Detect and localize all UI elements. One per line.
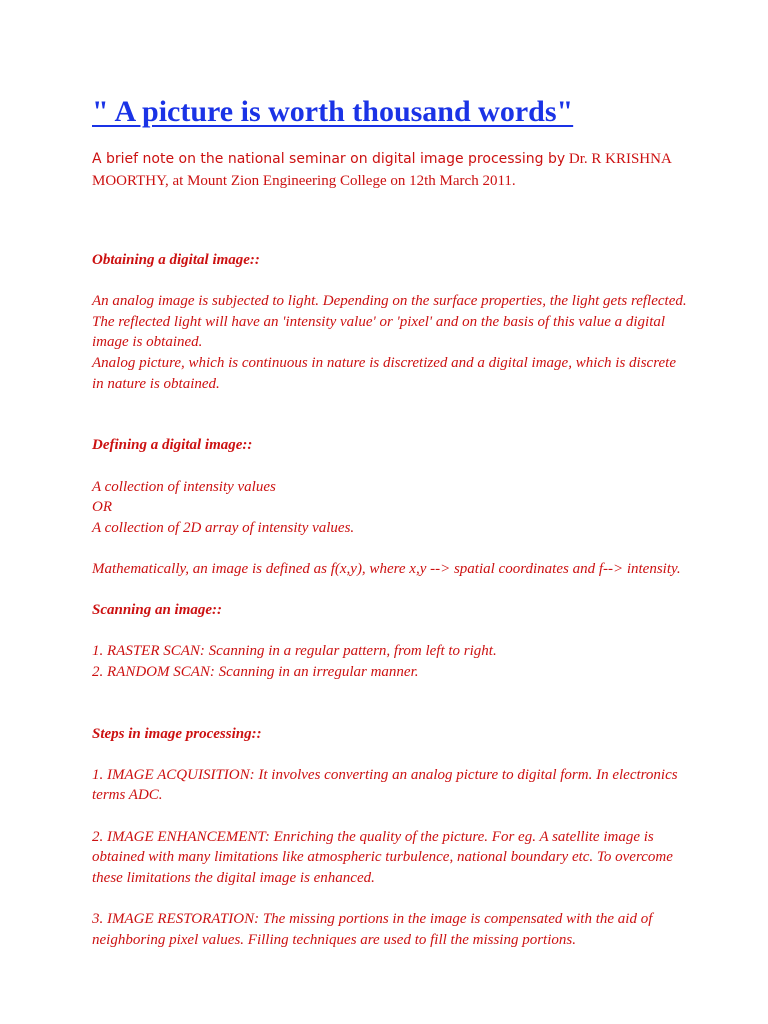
steps-item-1: 1. IMAGE ACQUISITION: It involves converting an analog picture to digital form. In electronics terms ADC. [92, 766, 678, 804]
defining-line-3: A collection of 2D array of intensity values. [92, 519, 355, 536]
scanning-item-2: 2. RANDOM SCAN: Scanning in an irregular manner. [92, 663, 419, 680]
spacer [92, 394, 688, 415]
spacer [92, 621, 688, 642]
defining-line-1: A collection of intensity values [92, 478, 276, 495]
spacer [92, 682, 688, 703]
page-title: " A picture is worth thousand words" [92, 95, 574, 128]
intro-paragraph [92, 148, 672, 192]
section-heading-obtaining: Obtaining a digital image:: [92, 252, 260, 268]
obtaining-paragraph-2: Analog picture, which is continuous in nature is discretized and a digital image, which is discrete in nature is obtained. [92, 354, 676, 392]
defining-line-2: OR [92, 499, 112, 516]
scanning-item-1: 1. RASTER SCAN: Scanning in a regular pattern, from left to right. [92, 643, 497, 660]
spacer [92, 538, 688, 559]
spacer [92, 806, 688, 827]
section-heading-defining: Defining a digital image:: [92, 437, 253, 454]
section-heading-steps: Steps in image processing:: [92, 725, 262, 742]
spacer [92, 456, 688, 477]
intro-rest: Dr. R KRISHNA MOORTHY, at Mount Zion Engineering College on 12th March 2011. [92, 151, 671, 189]
spacer [92, 703, 688, 724]
spacer [92, 744, 688, 765]
obtaining-paragraph-1: An analog image is subjected to light. Depending on the surface properties, the light gets reflected. The reflected light will have an 'intensity value' or 'pixel' and on the basis of this value a digital image is obtained. [92, 293, 687, 351]
spacer [92, 580, 688, 601]
defining-paragraph: Mathematically, an image is defined as f(x,y), where x,y --> spatial coordinates and f--> intensity. [92, 560, 681, 577]
spacer [92, 271, 688, 292]
article-body [92, 250, 688, 950]
section-heading-scanning: Scanning an image:: [92, 602, 223, 619]
steps-item-3: 3. IMAGE RESTORATION: The missing portions in the image is compensated with the aid of neighboring pixel values. Filling techniques are used to fill the missing portions. [92, 911, 653, 948]
spacer [92, 415, 688, 436]
spacer [92, 888, 688, 909]
steps-item-2: 2. IMAGE ENHANCEMENT: Enriching the quality of the picture. For eg. A satellite image is obtained with many limitations like atmospheric turbulence, national boundary etc. To overcome these limitations the digital image is enhanced. [92, 828, 673, 886]
intro-lead: A brief note on the national seminar on digital image processing by [92, 151, 566, 167]
